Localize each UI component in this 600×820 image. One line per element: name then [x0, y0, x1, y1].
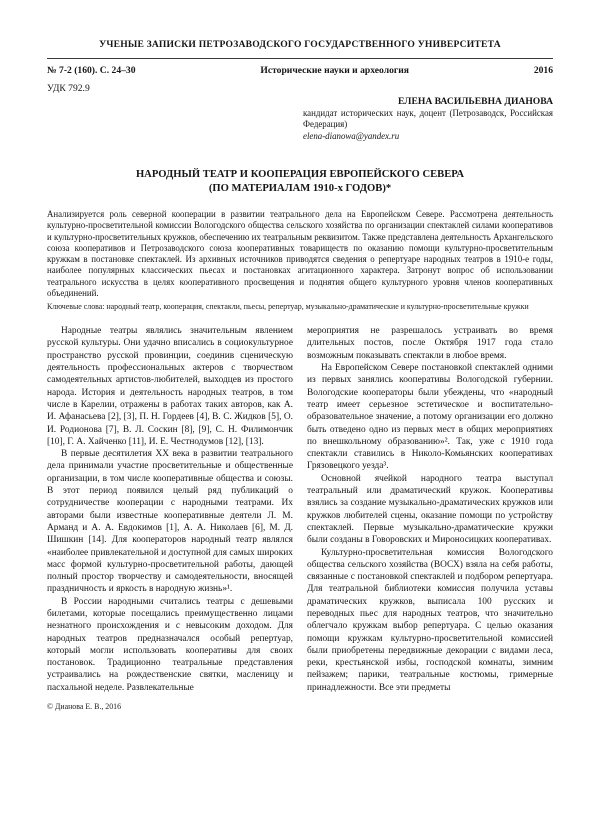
author-name: ЕЛЕНА ВАСИЛЬЕВНА ДИАНОВА [398, 96, 553, 107]
journal-header-title: УЧЕНЫЕ ЗАПИСКИ ПЕТРОЗАВОДСКОГО ГОСУДАРСТВЕННОГО УНИВЕРСИТЕТА [99, 39, 501, 50]
article-title-line2: (ПО МАТЕРИАЛАМ 1910-х ГОДОВ)* [208, 183, 392, 194]
paragraph: На Европейском Севере постановкой спектаклей одними из первых занялись кооперативы Вологодской губернии. Вологодские кооператоры были убеждены, что «народный театр имеет серьезное эстетическое и воспитательно-образовательное значение, а потому организации его должно быть отведено одно из первых мест в общих мероприятиях по внешкольному образованию»². Так, уже с 1910 года спектакли ставились в Николо-Комьянских кооперативах Грязовецкого уезда³. [307, 363, 553, 472]
abstract-text: Анализируется роль северной кооперации в развитии театрального дела на Европейском Севере. Рассмотрена деятельность культурно-просветительной комиссии Вологодского общества сельского хозяйства по организации спектаклей силами кооперативов и культурно-просветительных кружков, обеспечению их театральным реквизитом. Также представлена деятельность Архангельского союза кооперативов и Петрозаводского союза кооперативных товариществ по оказанию помощи культурно-просветительным кружкам в постановке спектаклей. Из архивных источников приводятся сведения о репертуаре народных театров в 1910-е годы, наиболее популярных классических пьесах и постановках агитационного характера. Затронут вопрос об использовании театрального искусства в целях кооперативного просвещения и поднятия общего культурного уровня членов кооперативных объединений. [47, 209, 553, 299]
issue-number: № 7-2 (160). С. 24–30 [47, 65, 136, 76]
paragraph: мероприятия не разрешалось устраивать во время длительных постов, после Октября 1917 года стало возможным показывать спектакли в любое время. [307, 326, 553, 361]
author-email: elena-dianowa@yandex.ru [303, 131, 400, 141]
right-column [307, 325, 553, 694]
article-title-line1: НАРОДНЫЙ ТЕАТР И КООПЕРАЦИЯ ЕВРОПЕЙСКОГО СЕВЕРА [135, 169, 465, 180]
author-affiliation: кандидат исторических наук, доцент (Петрозаводск, Российская Федерация) [303, 108, 553, 129]
paragraph: Основной ячейкой народного театра выступал театральный или драматический кружок. Кооперативы взялись за создание музыкально-драматических кружков или кружков любителей сцены, оказание помощи по устройству спектаклей. Первые музыкально-драматические кружки были созданы в Говоровских и Мироносицких кооперативах. [307, 473, 553, 546]
article-title [47, 168, 553, 196]
left-column [47, 325, 293, 694]
body-columns [47, 325, 553, 694]
author-block [303, 96, 553, 141]
copyright-notice: © Дианова Е. В., 2016 [47, 702, 122, 712]
section-title: Исторические науки и археология [260, 65, 409, 76]
header-divider [47, 58, 553, 59]
paragraph: Народные театры являлись значительным явлением русской культуры. Они удачно вписались в социокультурное пространство русской провинции, соединив сценическую деятельность профессиональных актеров с творчеством самодеятельных артистов-любителей, выходцев из простого народа. История и деятельность народных театров, в том числе в Карелии, отражены в работах таких авторов, как А. И. Афанасьева [2], [3], П. Н. Гордеев [4], В. С. Жидков [5], О. И. Родионова [7], В. Л. Соскин [8], [9], С. Н. Филимончик [10], Г. А. Хайченко [11], И. Е. Честнодумов [12], [13]. [47, 326, 293, 447]
udc-code: УДК 792.9 [47, 83, 90, 94]
paragraph: В первые десятилетия XX века в развитии театрального дела принимали участие просветительные и общественные организации, в том числе кооперативные общества и союзы. В этот период появился целый ряд публикаций о сотрудничестве кооперации с народными театрами. Их авторами были известные кооперативные деятели Л. М. Арманд и А. А. Евдокимов [1], А. А. Николаев [6], М. Д. Шишкин [14]. Для кооператоров народный театр являлся «наиболее привлекательной и доступной для самых широких масс формой культурно-просветительной работы, дающей полный простор творчеству и самодеятельности, вносящей праздничность и яркость в народную жизнь»¹. [47, 449, 293, 595]
keywords-text: Ключевые слова: народный театр, кооперация, спектакли, пьесы, репертуар, музыкально-драматические и культурно-просветительные кружки [47, 302, 529, 312]
paragraph: В России народными считались театры с дешевыми билетами, которые посещались преимущественно лицами незнатного происхождения и с невысоким доходом. Для народных театров предназначался особый репертуар, который могли использовать кооперативы для своих постановок. Традиционно театральные представления устраивались на рождественские святки, масленицу и пасхальной неделе. Развлекательные [47, 596, 293, 693]
issue-meta-row [47, 65, 553, 76]
paragraph: Культурно-просветительная комиссия Вологодского общества сельского хозяйства (ВОСХ) взяла на себя работы, связанные с постановкой спектаклей и подбором репертуара. Для театральной библиотеки комиссия получила уставы драматических кружков, выписала 100 русских и переводных пьес для народных театров, что значительно облегчало кружкам выбор репертуара. С целью оказания помощи кружкам культурно-просветительной комиссией были приобретены передвижные декорации с видами леса, реки, крестьянской избы, господской комнаты, зимним пейзажем; парики, театральные костюмы, гримерные принадлежности. Все эти предметы [307, 547, 553, 693]
issue-year: 2016 [533, 65, 553, 76]
